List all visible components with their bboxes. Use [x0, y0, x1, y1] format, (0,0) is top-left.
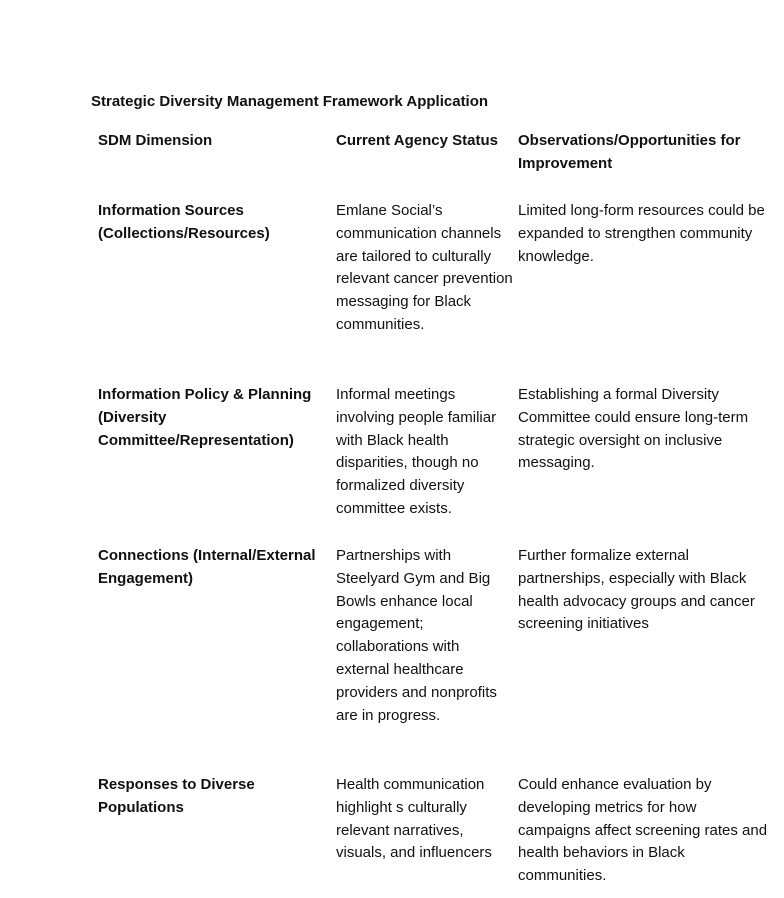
- row-dimension: Information Policy & Planning (Diversity Committee/Representation): [98, 386, 312, 449]
- row-observations: Further formalize external partnerships, especially with Black health advocacy groups and cancer screening initiatives: [518, 547, 755, 633]
- table-row: [98, 774, 768, 894]
- table-row: [98, 200, 768, 384]
- table-row: [98, 545, 768, 774]
- row-status: Partnerships with Steelyard Gym and Big Bowls enhance local engagement; collaborations with external healthcare providers and nonprofits are in progress.: [336, 547, 497, 724]
- row-observations: Could enhance evaluation by developing metrics for how campaigns affect screening rates and health behaviors in Black communities.: [518, 776, 768, 885]
- row-status: Informal meetings involving people familiar with Black health disparities, though no formalized diversity committee exists.: [336, 386, 497, 517]
- row-status: Emlane Social’s communication channels are tailored to culturally relevant cancer prevention messaging for Black communities.: [336, 202, 513, 333]
- row-dimension: Responses to Diverse Populations: [98, 776, 255, 816]
- row-observations: Establishing a formal Diversity Committee could ensure long-term strategic oversight on inclusive messaging.: [518, 386, 749, 472]
- table-row: [98, 384, 768, 545]
- row-dimension: Connections (Internal/External Engagement): [98, 547, 316, 587]
- header-current-agency-status: Current Agency Status: [336, 132, 498, 149]
- header-observations: Observations/Opportunities for Improvement: [518, 132, 741, 172]
- sdm-table: [98, 130, 768, 894]
- row-status: Health communication highlight s culturally relevant narratives, visuals, and influencers: [336, 776, 492, 862]
- header-sdm-dimension: SDM Dimension: [98, 132, 213, 149]
- row-dimension: Information Sources (Collections/Resources): [98, 202, 270, 242]
- table-header-row: [98, 130, 768, 200]
- document-title: Strategic Diversity Management Framework Application: [91, 93, 489, 110]
- row-observations: Limited long-form resources could be expanded to strengthen community knowledge.: [518, 202, 765, 265]
